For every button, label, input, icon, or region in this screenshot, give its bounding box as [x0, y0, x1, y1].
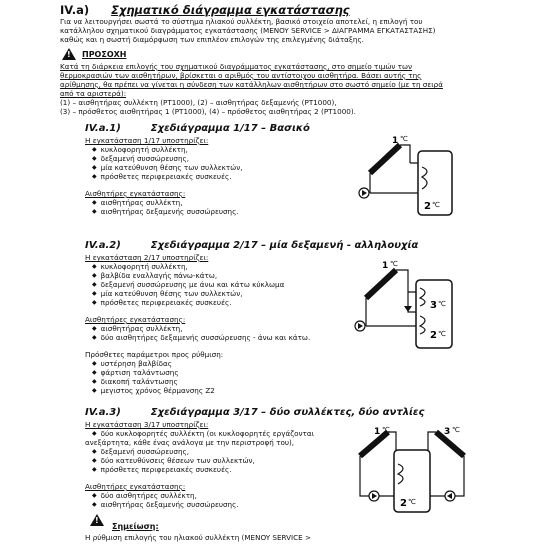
params-title: Πρόσθετες παράμετροι προς ρύθμιση: [85, 350, 224, 359]
subsection-title: Σχεδιάγραμμα 2/17 – μία δεξαμενή - αλληλουχία [150, 240, 419, 251]
list-item: ◆ μία κατεύθυνση θέσης των συλλεκτών, [92, 289, 243, 299]
sensor-unit-3: ℃ [438, 300, 446, 308]
sensors-title: Αισθητήρες εγκατάστασης: [85, 315, 186, 324]
sensor-label-3: 3 [430, 300, 437, 311]
list-item: ◆ πρόσθετες περιφερειακές συσκευές. [92, 172, 231, 182]
list-item: ◆ κυκλοφορητή συλλέκτη, [92, 262, 188, 272]
subsection-title: Σχεδιάγραμμα 3/17 – δύο συλλέκτες, δύο αντλίες [150, 407, 425, 418]
note-text: Η ρύθμιση επιλογής του ηλιακού συλλέκτη (MENOY SERVICE > [85, 533, 312, 542]
sensors-title: Αισθητήρες εγκατάστασης: [85, 482, 186, 491]
list-item: ◆ δύο αισθητήρες δεξαμενής συσσώρευσης - άνω και κάτω. [92, 333, 310, 343]
sensor-label-2: 2 [430, 330, 437, 341]
section-heading [60, 3, 350, 17]
intro-line-1: Για να λειτουργήσει σωστά το σύστημα ηλιακού συλλέκτη, βασικό στοιχείο αποτελεί, η επιλογή του [60, 17, 423, 26]
sensor-label-3: 3 [444, 427, 451, 437]
sensor-unit-2: ℃ [438, 330, 446, 338]
list-item: ◆ αισθητήρας συλλέκτη, [92, 324, 183, 334]
section-title: Σχηματικό διάγραμμα εγκατάστασης [111, 3, 350, 17]
sensor-list-1: (1) – αισθητήρας συλλέκτη (PT1000), (2) – αισθητήρας δεξαμενής (PT1000), [60, 98, 337, 107]
warning-title: ΠΡΟΣΟΧΗ [82, 50, 127, 59]
list-item: ◆ αισθητήρας δεξαμενής συσσώρευσης. [92, 207, 239, 217]
section-number: IV.a) [60, 3, 90, 17]
sensor-label-1: 1 [392, 136, 399, 146]
warning-line-1: Κατά τη διάρκεια επιλογής του σχηματικού διαγράμματος εγκατάστασης, στο σημείο τιμών των [60, 62, 413, 71]
collector-pipes [366, 270, 420, 326]
sensor-unit-3: ℃ [452, 426, 460, 434]
warning-line-2: θερμοκρασιών των αισθητήρων, βρίσκεται ο αριθμός του αντίστοιχου αισθητήρα. Βάσει αυτής της [60, 71, 422, 80]
sensor-label-2: 2 [400, 498, 407, 509]
sensor-label-2: 2 [424, 201, 431, 212]
list-item: ◆ κυκλοφορητή συλλέκτη, [92, 145, 188, 155]
subsection-heading-3 [85, 407, 424, 418]
subsection-subtitle: Η εγκατάσταση 1/17 υποστηρίζει: [85, 136, 209, 145]
installation-diagram-2 [352, 256, 464, 352]
sensor-label-1: 1 [374, 427, 381, 437]
installation-diagram-1 [352, 133, 464, 219]
list-item: ◆ δύο κυκλοφορητές συλλέκτη (οι κυκλοφορητές εργάζονται [92, 429, 314, 439]
list-item: ◆ δύο αισθητήρες συλλέκτη, [92, 491, 197, 501]
list-item: ◆ διακοπή ταλάντωσης [92, 377, 178, 387]
sensors-title: Αισθητήρες εγκατάστασης: [85, 189, 186, 198]
list-item: ◆ αισθητήρας δεξαμενής συσσώρευσης. [92, 500, 239, 510]
warning-icon [90, 514, 104, 526]
subsection-subtitle: Η εγκατάσταση 3/17 υποστηρίζει: [85, 420, 209, 429]
subsection-title: Σχεδιάγραμμα 1/17 – Βασικό [150, 123, 310, 134]
solar-collector [366, 270, 396, 298]
intro-line-2: κατάλληλου σχηματικού διαγράμματος εγκατάστασης (MENOY SERVICE > ΔΙΑΓΡΑΜΜΑ ΕΓΚΑΤΑΣΤΑΣΗΣ) [60, 26, 436, 35]
subsection-heading-1 [85, 123, 310, 134]
sensor-unit-1: ℃ [382, 426, 390, 434]
list-item: ◆ δεξαμενή συσσώρευσης με άνω και κάτω κύκλωμα [92, 280, 284, 290]
list-item: ◆ πρόσθετες περιφερειακές συσκευές. [92, 465, 231, 475]
warning-icon [62, 48, 76, 60]
solar-collector [370, 145, 400, 173]
subsection-number: IV.a.1) [85, 123, 121, 134]
list-item: ◆ αισθητήρας συλλέκτη, [92, 198, 183, 208]
valve-icon [404, 306, 412, 312]
intro-line-3: καθώς και η σωστή διαμόρφωση των επιπλέον επιλογών της επιλεγμένης διάταξης. [60, 35, 364, 44]
list-item: ◆ βαλβίδα εναλλαγής πάνω-κάτω, [92, 271, 217, 281]
sensor-unit-1: ℃ [400, 135, 408, 143]
list-item: ◆ δεξαμενή συσσώρευσης, [92, 447, 189, 457]
subsection-subtitle: Η εγκατάσταση 2/17 υποστηρίζει: [85, 253, 209, 262]
warning-line-3: αρίθμησης, θα πρέπει να γίνεται η σύνδεση των κατάλληλων αισθητήρων στο σωστό σημείο (με τη σειρά [60, 80, 443, 89]
sensor-unit-2: ℃ [432, 201, 440, 209]
sensor-label-1: 1 [382, 261, 389, 271]
installation-diagram-3 [352, 422, 472, 514]
subsection-heading-2 [85, 240, 418, 251]
list-item: ◆ μεγιστος χρόνος θέρμανσης Z2 [92, 386, 215, 396]
sensor-unit-2: ℃ [408, 498, 416, 506]
sensor-unit-1: ℃ [390, 260, 398, 268]
sensor-list-2: (3) – πρόσθετος αισθητήρας 1 (PT1000), (4) – πρόσθετος αισθητήρας 2 (PT1000). [60, 107, 356, 116]
subsection-number: IV.a.2) [85, 240, 121, 251]
list-item: ◆ υστέρηση βαλβίδας [92, 359, 172, 369]
list-item-continued: ανεξάρτητα, κάθε ένας ανάλογα με την περιστροφή του), [85, 438, 295, 447]
list-item: ◆ φάρτιση ταλάντωσης [92, 368, 179, 378]
list-item: ◆ δύο κατευθύνσεις θέσεων των συλλεκτών, [92, 456, 255, 466]
list-item: ◆ μία κατεύθυνση θέσης των συλλεκτών, [92, 163, 243, 173]
list-item: ◆ δεξαμενή συσσώρευσης, [92, 154, 189, 164]
note-title: Σημείωση: [112, 522, 159, 531]
list-item: ◆ πρόσθετες περιφερειακές συσκευές. [92, 298, 231, 308]
warning-line-4: από τα αριστερά): [60, 89, 127, 98]
subsection-number: IV.a.3) [85, 407, 121, 418]
